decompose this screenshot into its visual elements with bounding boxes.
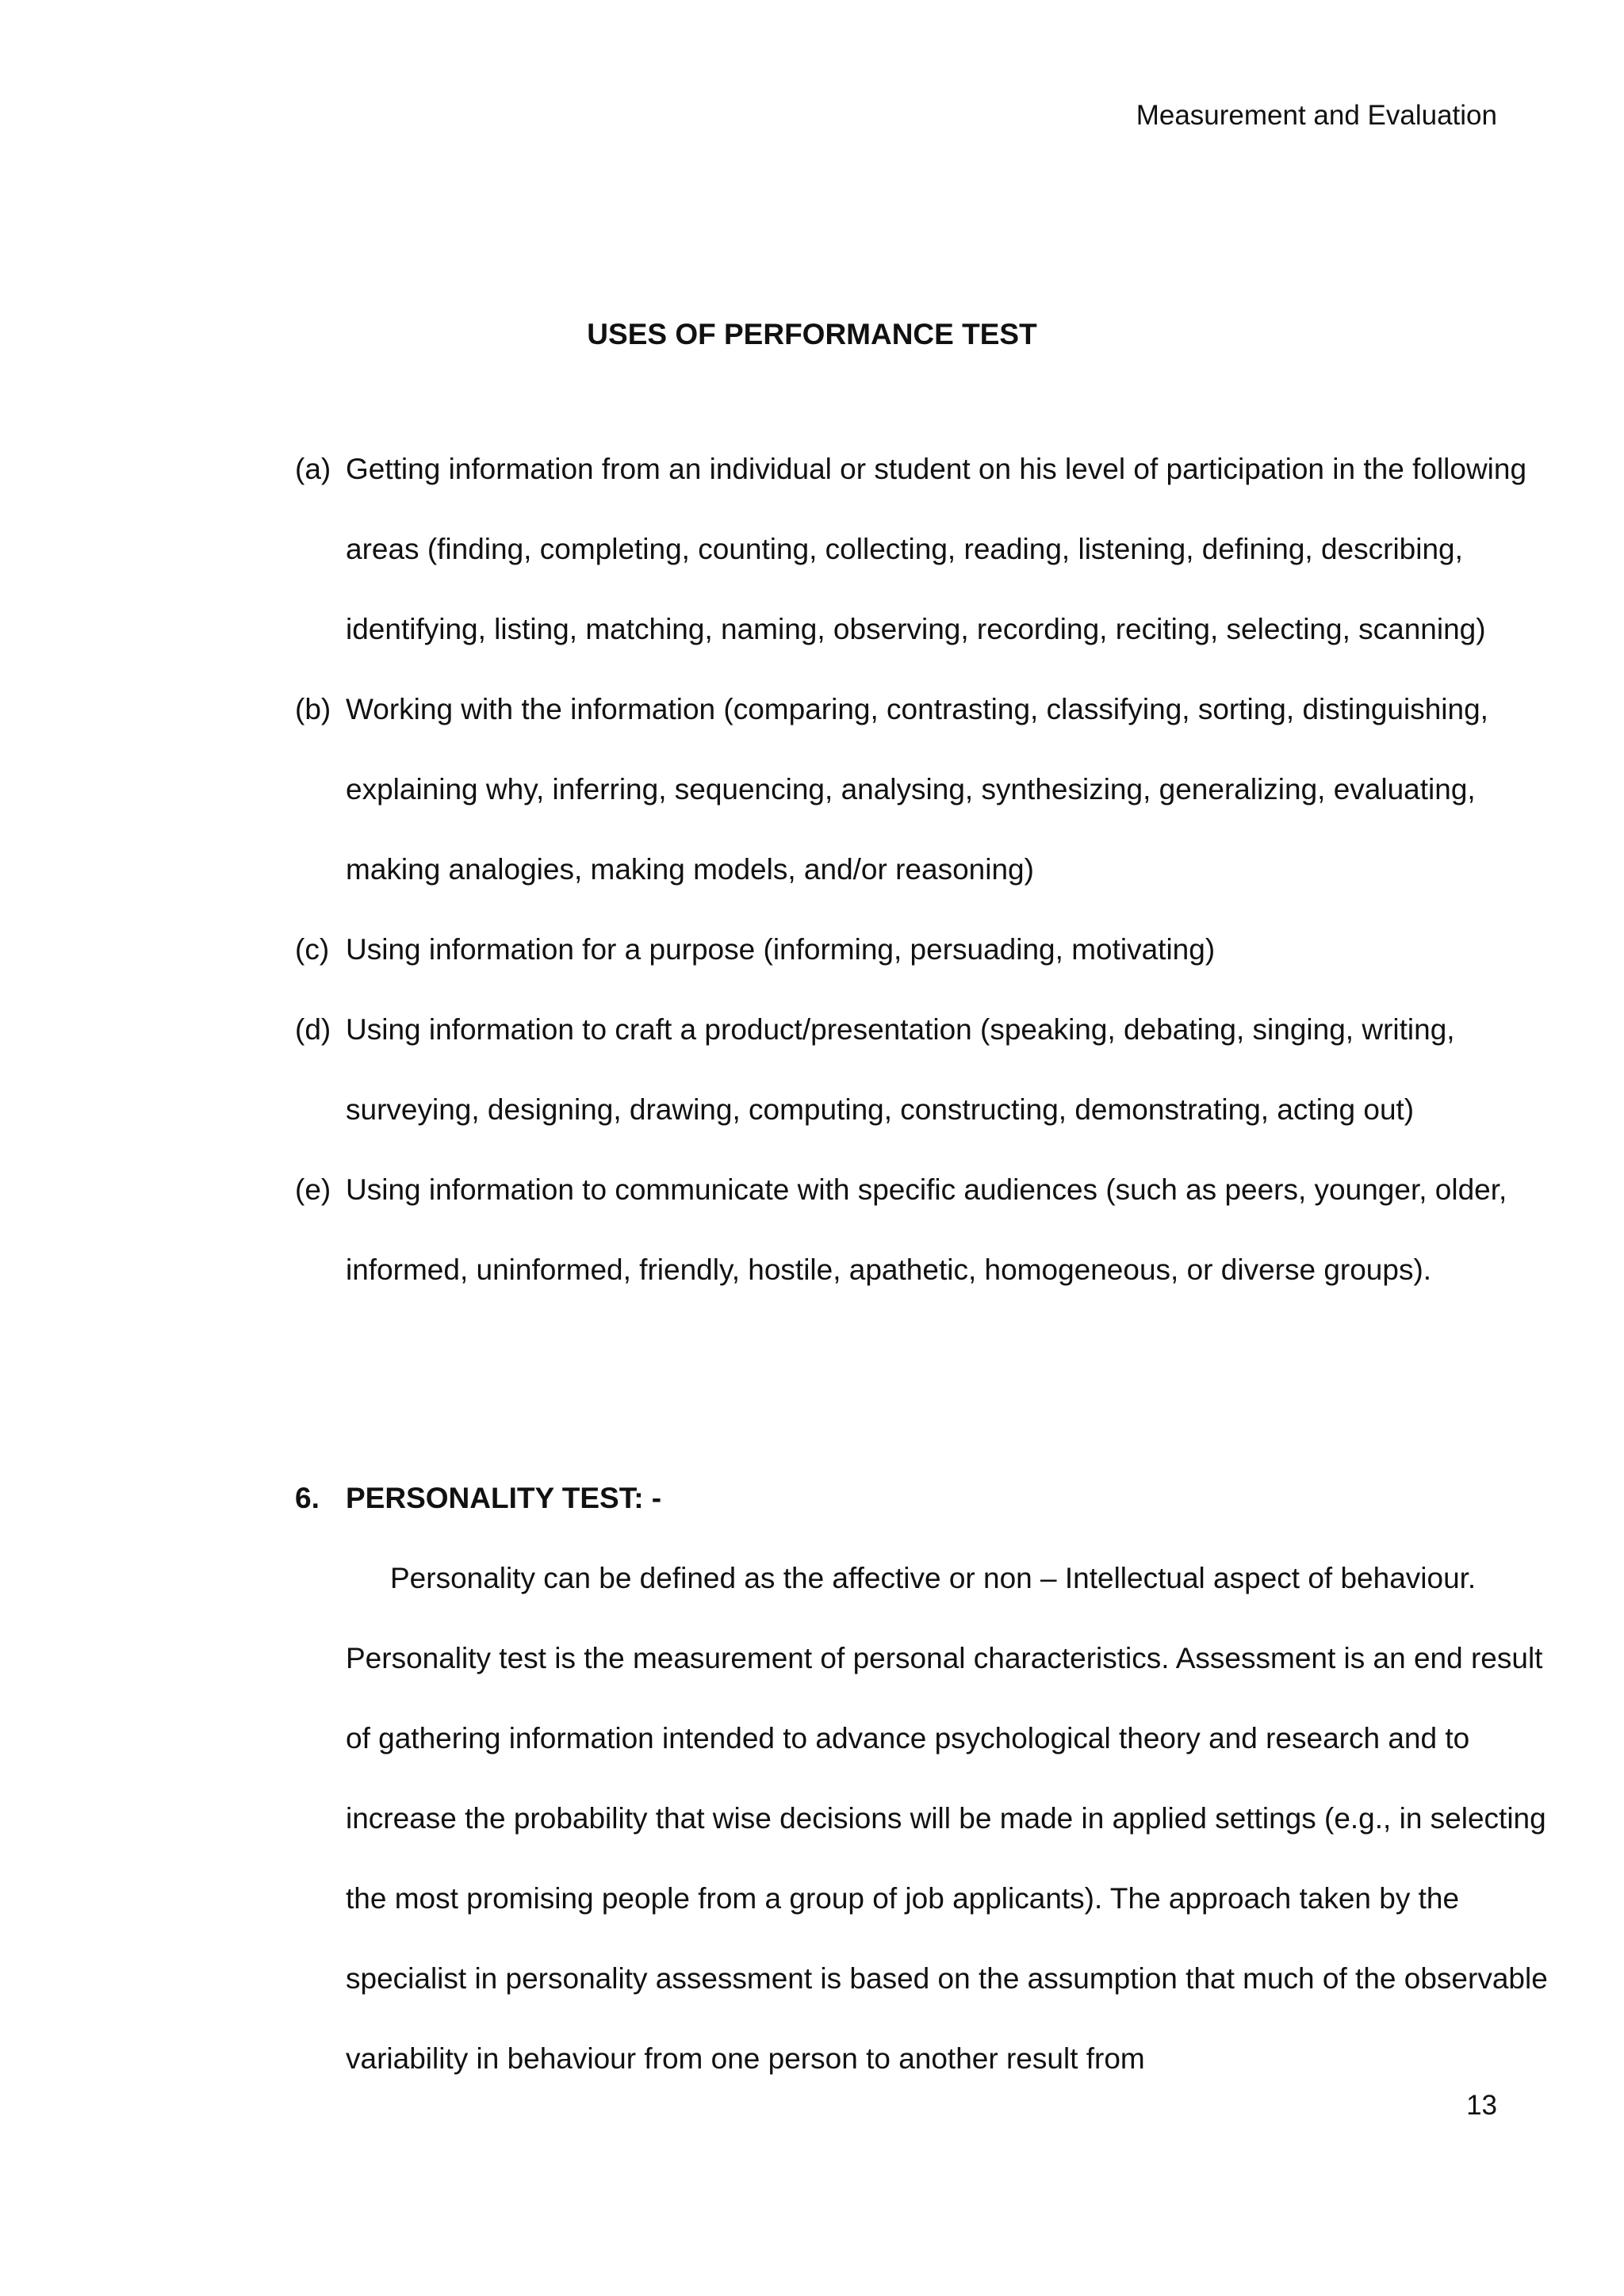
list-item-text: Working with the information (comparing, contrasting, classifying, sorting, distinguishing, explaining why, inferring, sequencing, analysing, synthesizing, generalizing, evaluating, making analogies, making models, and/or reasoning) <box>346 693 1488 886</box>
page-number: 13 <box>1466 2090 1497 2121</box>
list-item-marker: (d) <box>295 1013 331 1046</box>
personality-paragraph: Personality can be defined as the affective or non – Intellectual aspect of behaviour. Personality test is the measurement of personal characteristics. Assessment is an end result of gathering information intended to advance psychological theory and research and to increase the probability that wise decisions will be made in applied settings (e.g., in selecting the most promising people from a group of job applicants). The approach taken by the specialist in personality assessment is based on the assumption that much of the observable variability in behaviour from one person to another result from <box>346 1562 1548 2075</box>
list-item-marker: (b) <box>295 693 331 725</box>
list-item <box>295 909 1564 989</box>
list-item-text: Using information to craft a product/presentation (speaking, debating, singing, writing, surveying, designing, drawing, computing, constructing, demonstrating, acting out) <box>346 1013 1455 1126</box>
list-item <box>295 989 1564 1150</box>
list-item-marker: (c) <box>295 933 330 966</box>
personality-test-heading <box>295 1458 661 1538</box>
list-item-marker: (e) <box>295 1173 331 1206</box>
heading-text: PERSONALITY TEST: - <box>346 1482 662 1514</box>
list-item <box>295 1150 1564 1310</box>
uses-list <box>295 429 1564 1310</box>
running-header: Measurement and Evaluation <box>1136 100 1497 131</box>
list-item-text: Getting information from an individual or student on his level of participation in the following areas (finding, completing, counting, collecting, reading, listening, defining, describing, identifying, listing, matching, naming, observing, recording, reciting, selecting, scanning) <box>346 453 1527 645</box>
list-item <box>295 669 1564 909</box>
list-item-text: Using information to communicate with specific audiences (such as peers, younger, older, informed, uninformed, friendly, hostile, apathetic, homogeneous, or diverse groups). <box>346 1173 1507 1286</box>
heading-number: 6. <box>295 1482 320 1514</box>
list-item <box>295 429 1564 669</box>
section-heading: USES OF PERFORMANCE TEST <box>587 318 1037 350</box>
list-item-marker: (a) <box>295 453 331 485</box>
list-item-text: Using information for a purpose (informing, persuading, motivating) <box>346 933 1216 966</box>
